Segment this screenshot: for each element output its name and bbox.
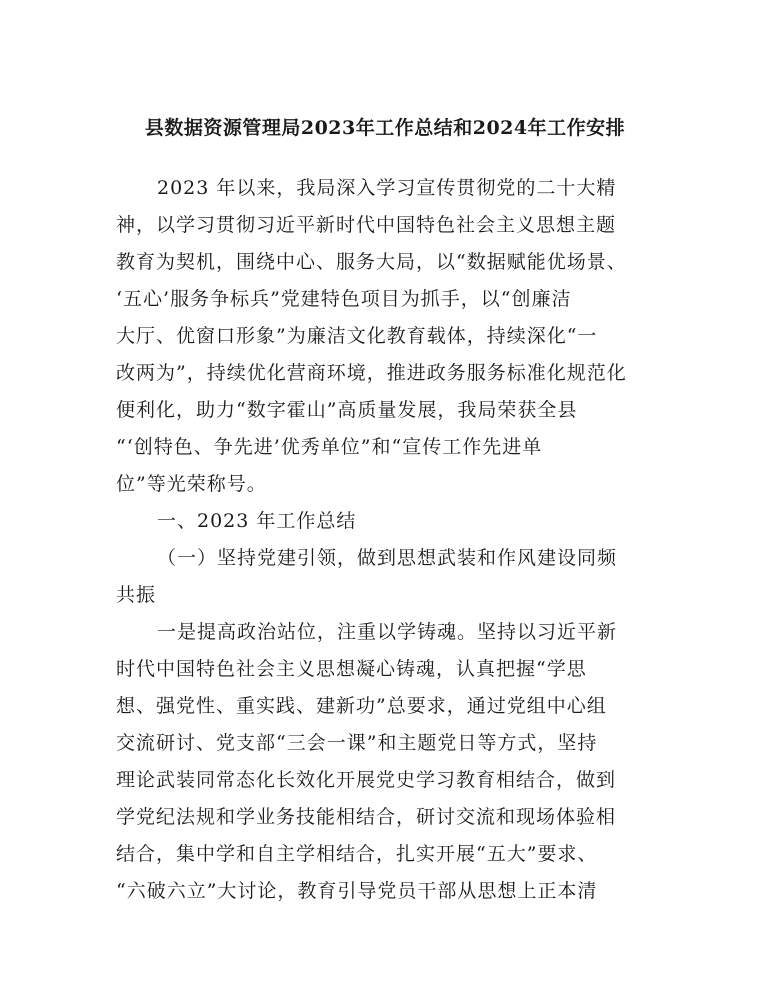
paragraph-line: 位”等光荣称号。 <box>116 473 267 495</box>
paragraph-line: 时代中国特色社会主义思想凝心铸魂，认真把握“学思 <box>116 658 587 680</box>
paragraph-line: “‘创特色、争先进’优秀单位”和“宣传工作先进单 <box>116 436 543 458</box>
section-heading: 一、2023 年工作总结 <box>157 510 357 532</box>
document-body <box>116 170 661 910</box>
paragraph-line: 2023 年以来，我局深入学习宣传贯彻党的二十大精 <box>157 177 617 199</box>
paragraph-line: “六破六立”大讨论，教育引导党员干部从思想上正本清 <box>116 880 598 902</box>
subsection-heading: （一）坚持党建引领，做到思想武装和作风建设同频 <box>157 547 618 569</box>
paragraph-line: 结合，集中学和自主学相结合，扎实开展“五大”要求、 <box>116 843 598 865</box>
document-title: 县数据资源管理局2023年工作总结和2024年工作安排 <box>144 117 626 139</box>
paragraph-line: ‘五心’服务争标兵”党建特色项目为抓手，以“创廉洁 <box>116 288 572 310</box>
paragraph-line: 便利化，助力“数字霍山”高质量发展，我局荣获全县 <box>116 399 578 421</box>
paragraph-line: 一是提高政治站位，注重以学铸魂。坚持以习近平新 <box>157 621 618 643</box>
paragraph-line: 想、强党性、重实践、建新功”总要求，通过党组中心组 <box>116 695 607 717</box>
paragraph-line: 大厅、优窗口形象”为廉洁文化教育载体，持续深化“一 <box>116 325 598 347</box>
paragraph-line: 理论武装同常态化长效化开展党史学习教育相结合，做到 <box>116 769 617 791</box>
paragraph-line: 教育为契机，围绕中心、服务大局，以“数据赋能优场景、 <box>116 251 627 273</box>
paragraph-line: 学党纪法规和学业务技能相结合，研讨交流和现场体验相 <box>116 806 617 828</box>
subsection-heading-continued: 共振 <box>116 584 157 606</box>
paragraph-line: 交流研讨、党支部“三会一课”和主题党日等方式，坚持 <box>116 732 598 754</box>
paragraph-line: 改两为”，持续优化营商环境，推进政务服务标准化规范化 <box>116 362 627 384</box>
paragraph-line: 神，以学习贯彻习近平新时代中国特色社会主义思想主题 <box>116 214 617 236</box>
